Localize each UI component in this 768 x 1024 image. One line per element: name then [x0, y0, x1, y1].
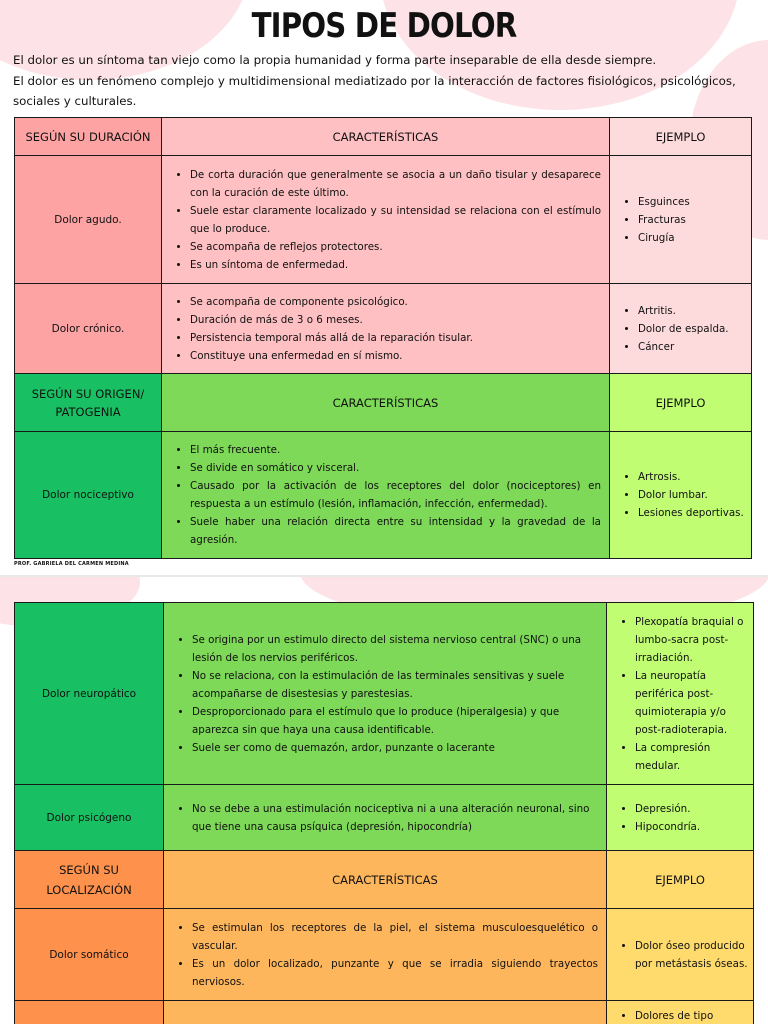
column-header-example: EJEMPLO — [607, 851, 754, 909]
page-title: TIPOS DE DOLOR — [251, 6, 517, 46]
pain-table-1 — [14, 117, 752, 559]
list-item: • Se divide en somático y visceral. — [190, 459, 601, 477]
list-item: • Dolor óseo producido por metástasis óseas. — [635, 937, 749, 973]
examples-cell — [607, 1001, 754, 1024]
list-item: • Desproporcionado para el estímulo que lo produce (hiperalgesia) y que aparezca sin que haya una causa identificable. — [192, 703, 598, 739]
pain-table-2 — [14, 602, 754, 1024]
table-row — [15, 909, 754, 1001]
pain-type-name: Dolor psicógeno — [15, 785, 164, 851]
examples-cell — [607, 909, 754, 1001]
column-header-example: EJEMPLO — [610, 374, 752, 432]
author-credit: PROF. GABRIELA DEL CARMEN MEDINA — [14, 561, 129, 567]
list-item: • Es un síntoma de enfermedad. — [190, 256, 601, 274]
list-item: • De corta duración que generalmente se asocia a un daño tisular y desaparece con la curación de este último. — [190, 166, 601, 202]
list-item: • Fracturas — [638, 211, 747, 229]
list-item: • Constituye una enfermedad en sí mismo. — [190, 347, 601, 365]
characteristics-cell — [164, 785, 607, 851]
intro-paragraph: El dolor es un síntoma tan viejo como la propia humanidad y forma parte inseparable de ella desde siempre. — [13, 53, 657, 67]
column-header-characteristics: CARACTERÍSTICAS — [162, 118, 610, 156]
page-2 — [0, 577, 768, 1024]
list-item: • Esguinces — [638, 193, 747, 211]
examples-cell — [607, 785, 754, 851]
examples-cell — [610, 432, 752, 559]
list-item: • Se acompaña de reflejos protectores. — [190, 238, 601, 256]
column-header-characteristics: CARACTERÍSTICAS — [162, 374, 610, 432]
list-item: • Se acompaña de componente psicológico. — [190, 293, 601, 311]
list-item: • No se relaciona, con la estimulación de las terminales sensitivas y suele acompañarse de disestesias y parestesias. — [192, 667, 598, 703]
list-item: • Suele ser como de quemazón, ardor, punzante o lacerante — [192, 739, 598, 757]
list-item: • Plexopatía braquial o lumbo-sacra post-irradiación. — [635, 613, 749, 667]
pain-type-name: Dolor crónico. — [15, 284, 162, 374]
list-item: • Artritis. — [638, 302, 747, 320]
list-item: • Cirugía — [638, 229, 747, 247]
section-header-origin: SEGÚN SU ORIGEN/ PATOGENIA — [15, 374, 162, 432]
characteristics-cell — [162, 284, 610, 374]
table-row — [15, 156, 752, 284]
column-header-characteristics: CARACTERÍSTICAS — [164, 851, 607, 909]
list-item: • Es un dolor localizado, punzante y que se irradia siguiendo trayectos nerviosos. — [192, 955, 598, 991]
intro-text — [13, 50, 755, 112]
characteristics-cell — [162, 156, 610, 284]
list-item: • Se origina por un estimulo directo del sistema nervioso central (SNC) o una lesión de los nervios periféricos. — [192, 631, 598, 667]
examples-cell — [610, 284, 752, 374]
list-item: • Suele haber una relación directa entre su intensidad y la gravedad de la agresión. — [190, 513, 601, 549]
list-item: • Duración de más de 3 o 6 meses. — [190, 311, 601, 329]
list-item: • Persistencia temporal más allá de la reparación tisular. — [190, 329, 601, 347]
list-item: • Dolores de tipo — [635, 1007, 749, 1024]
table-row — [15, 603, 754, 785]
table-row — [15, 785, 754, 851]
examples-cell — [607, 603, 754, 785]
list-item: • Suele estar claramente localizado y su intensidad se relaciona con el estímulo que lo produce. — [190, 202, 601, 238]
pain-type-name: Dolor somático — [15, 909, 164, 1001]
pain-type-name: Dolor agudo. — [15, 156, 162, 284]
list-item: • No se debe a una estimulación nociceptiva ni a una alteración neuronal, sino que tiene una causa psíquica (depresión, hipocondría) — [192, 800, 598, 836]
pain-type-name: Dolor neuropático — [15, 603, 164, 785]
list-item: • El más frecuente. — [190, 441, 601, 459]
list-item: • Se estimulan los receptores de la piel, el sistema musculoesquelético o vascular. — [192, 919, 598, 955]
section-header-duration: SEGÚN SU DURACIÓN — [15, 118, 162, 156]
intro-paragraph: El dolor es un fenómeno complejo y multidimensional mediatizado por la interacción de factores fisiológicos, psicológicos, sociales y culturales. — [13, 73, 736, 108]
list-item: • La neuropatía periférica post-quimioterapia y/o post-radioterapia. — [635, 667, 749, 739]
characteristics-cell — [164, 1001, 607, 1024]
column-header-example: EJEMPLO — [610, 118, 752, 156]
table-row — [15, 284, 752, 374]
list-item: • Artrosis. — [638, 468, 747, 486]
list-item: • Causado por la activación de los receptores del dolor (nociceptores) en respuesta a un estímulo (lesión, inflamación, infección, enfermedad). — [190, 477, 601, 513]
pain-type-name: Dolor nociceptivo — [15, 432, 162, 559]
examples-cell — [610, 156, 752, 284]
table-row — [15, 1001, 754, 1024]
list-item: • Lesiones deportivas. — [638, 504, 747, 522]
section-header-location: SEGÚN SU LOCALIZACIÓN — [15, 851, 164, 909]
characteristics-cell — [164, 909, 607, 1001]
list-item: • La compresión medular. — [635, 739, 749, 775]
list-item: • Cáncer — [638, 338, 747, 356]
list-item: • Dolor de espalda. — [638, 320, 747, 338]
list-item: • Dolor lumbar. — [638, 486, 747, 504]
pain-type-name — [15, 1001, 164, 1024]
characteristics-cell — [164, 603, 607, 785]
characteristics-cell — [162, 432, 610, 559]
table-row — [15, 432, 752, 559]
list-item: • Depresión. — [635, 800, 749, 818]
list-item: • Hipocondría. — [635, 818, 749, 836]
